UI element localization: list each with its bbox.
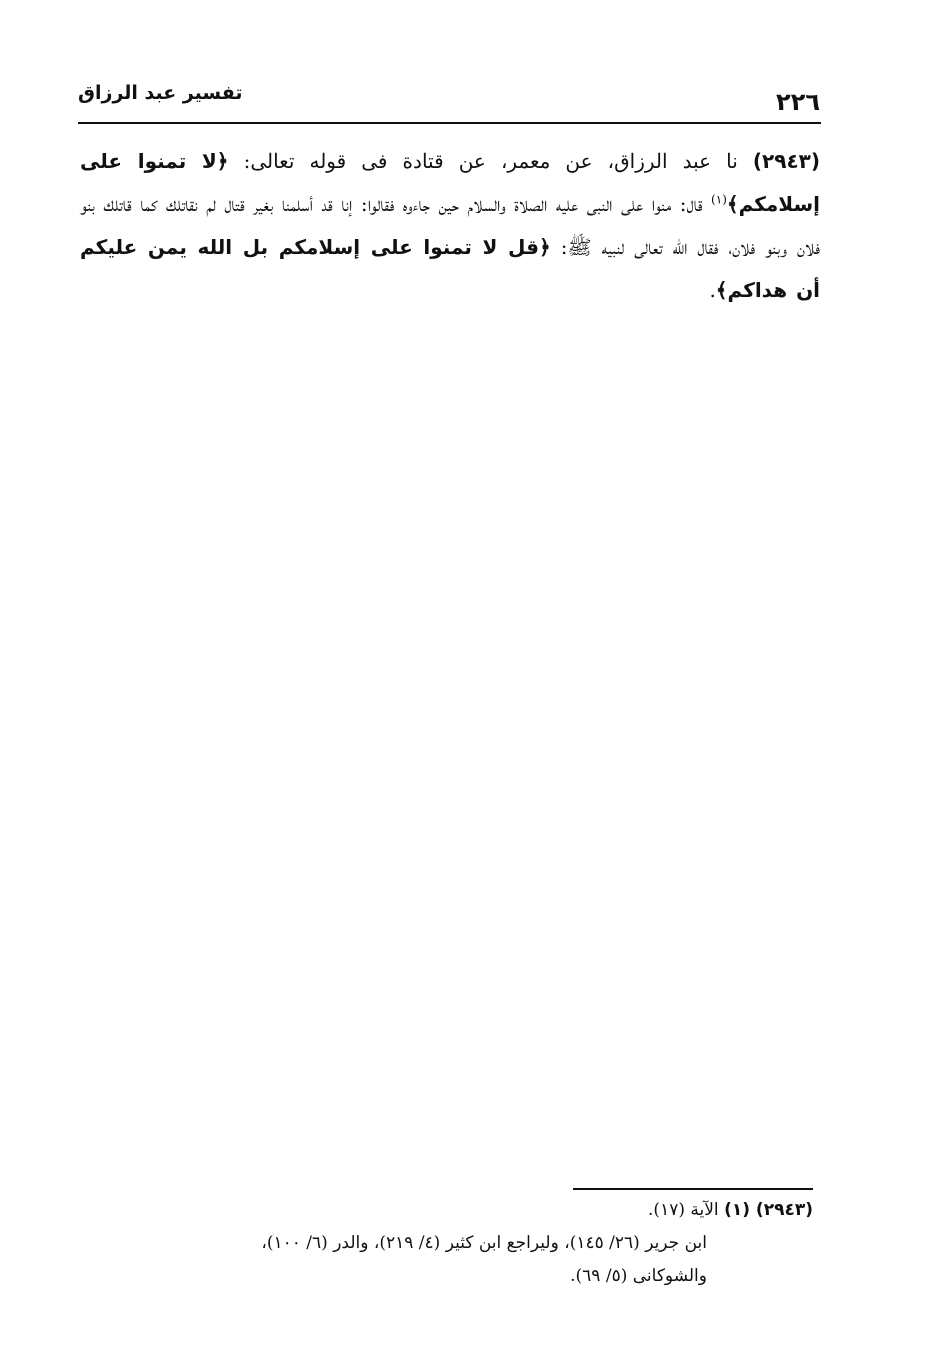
footnote-ref: (٢٩٤٣) (١): [724, 1200, 813, 1220]
footnote-line-3: والشوكانى (٥/ ٦٩).: [570, 1266, 707, 1286]
end-punctuation: .: [709, 278, 716, 302]
header-rule: [78, 122, 821, 124]
verse-quote: ﴿لا تمنوا على إسلامكم﴾: [80, 149, 820, 216]
page-number: ٢٢٦: [776, 88, 820, 116]
verse-answer: ﴿قل لا تمنوا على إسلامكم بل الله يمن عليكم أن هداكم﴾: [80, 235, 820, 302]
hadith-entry: [80, 140, 820, 312]
running-head: [78, 80, 820, 122]
footnote-text-1: الآية (١٧).: [648, 1200, 725, 1220]
footnote-line-2: ابن جرير (٢٦/ ١٤٥)، وليراجع ابن كثير (٤/ ٢١٩)، والدر (٦/ ١٠٠)،: [261, 1233, 707, 1253]
entry-intro: نا عبد الرزاق، عن معمر، عن قتادة فى قوله تعالى:: [228, 149, 753, 173]
footnote-marker[interactable]: (١): [711, 192, 727, 207]
footnote-rule: [573, 1188, 813, 1190]
book-title: تفسير عبد الرزاق: [78, 82, 243, 104]
footnotes: [75, 1194, 813, 1293]
footnote-line-1: [75, 1194, 813, 1227]
entry-number: (٢٩٤٣): [752, 149, 820, 173]
entry-body: قال: منوا على النبى عليه الصلاة والسلام حين جاءوه فقالوا: إنا قد أسلمنا بغير قتال لم نقاتلك كما قاتلك بنو فلان وبنو فلان، فقال الله تعالى لنبيه ﷺ:: [80, 192, 820, 259]
